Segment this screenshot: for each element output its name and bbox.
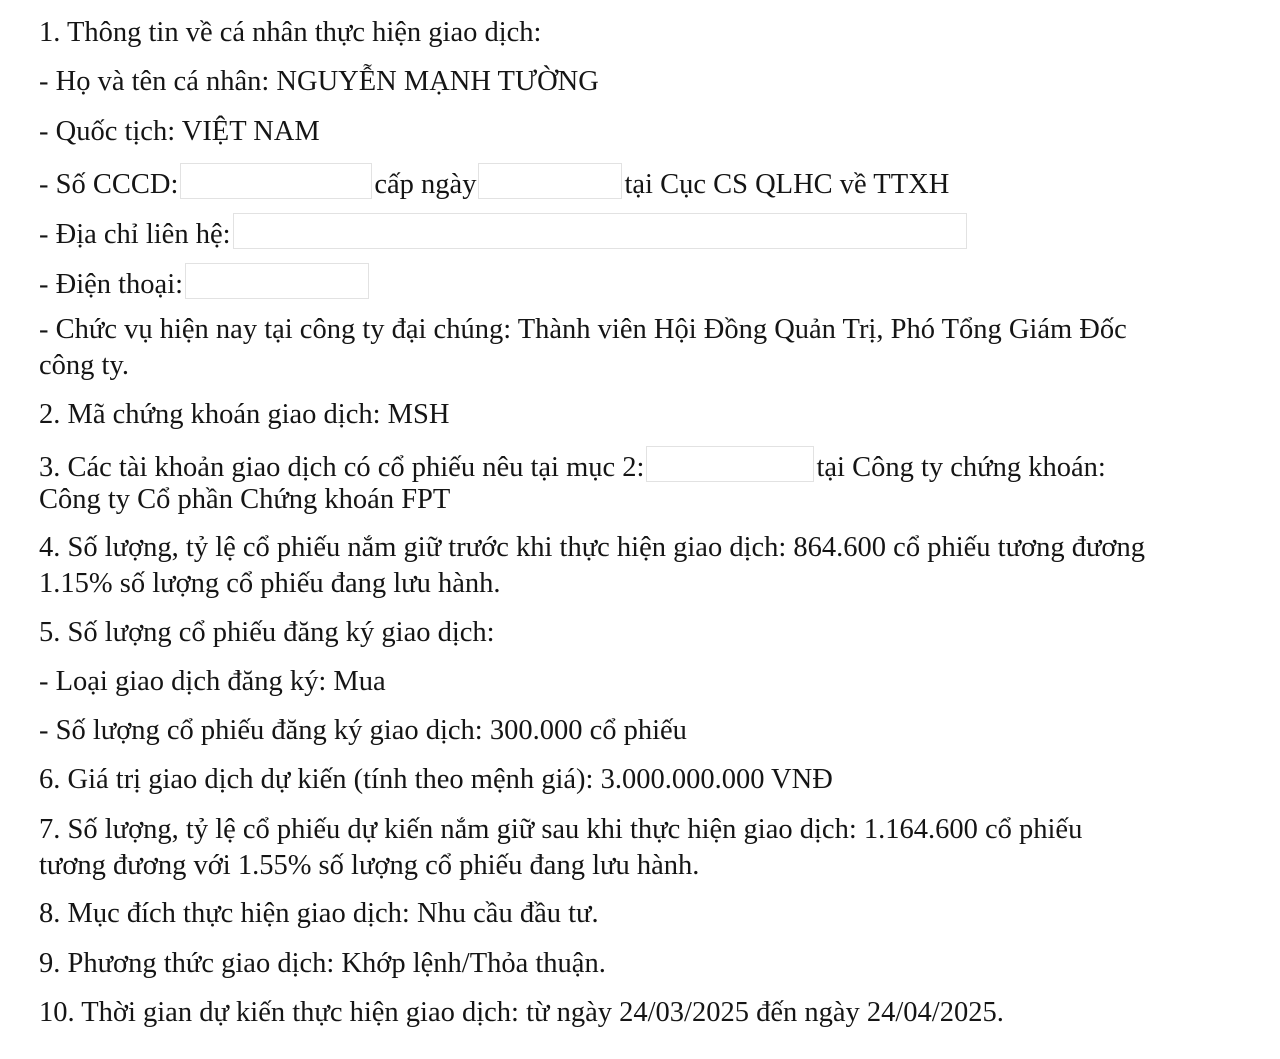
issue-date-label: cấp ngày <box>374 169 477 200</box>
section-8-purpose: 8. Mục đích thực hiện giao dịch: Nhu cầu đầu tư. <box>39 898 599 929</box>
issue-date-redacted-field <box>478 163 622 199</box>
phone-redacted-field <box>185 263 369 299</box>
address-redacted-field <box>233 213 967 249</box>
account-redacted-field <box>646 446 814 482</box>
nationality: - Quốc tịch: VIỆT NAM <box>39 116 320 147</box>
issue-place: tại Cục CS QLHC về TTXH <box>624 169 950 200</box>
id-card-redacted-field <box>180 163 372 199</box>
section-10-timeframe: 10. Thời gian dự kiến thực hiện giao dịch: từ ngày 24/03/2025 đến ngày 24/04/2025. <box>39 997 1004 1028</box>
section-3-line-2: Công ty Cổ phần Chứng khoán FPT <box>39 484 451 515</box>
id-card-line <box>39 163 949 203</box>
address-label: - Địa chỉ liên hệ: <box>39 219 231 250</box>
section-4-line-1: 4. Số lượng, tỷ lệ cổ phiếu nắm giữ trước khi thực hiện giao dịch: 864.600 cổ phiếu tương đương <box>39 532 1145 563</box>
section-7-line-1: 7. Số lượng, tỷ lệ cổ phiếu dự kiến nắm giữ sau khi thực hiện giao dịch: 1.164.600 cổ phiếu <box>39 814 1083 845</box>
address-line <box>39 213 969 253</box>
section-1-heading: 1. Thông tin về cá nhân thực hiện giao dịch: <box>39 17 542 48</box>
individual-name: - Họ và tên cá nhân: NGUYỄN MẠNH TƯỜNG <box>39 66 599 97</box>
registered-quantity: - Số lượng cổ phiếu đăng ký giao dịch: 300.000 cổ phiếu <box>39 715 687 746</box>
phone-label: - Điện thoại: <box>39 269 184 300</box>
securities-company-label: tại Công ty chứng khoán: <box>816 452 1106 483</box>
id-card-label: - Số CCCD: <box>39 169 179 200</box>
phone-line <box>39 263 371 303</box>
section-7-line-2: tương đương với 1.55% số lượng cổ phiếu đang lưu hành. <box>39 850 700 881</box>
section-5-heading: 5. Số lượng cổ phiếu đăng ký giao dịch: <box>39 617 495 648</box>
section-6-value: 6. Giá trị giao dịch dự kiến (tính theo mệnh giá): 3.000.000.000 VNĐ <box>39 764 833 795</box>
section-2-stock-code: 2. Mã chứng khoán giao dịch: MSH <box>39 399 450 430</box>
position-line-1: - Chức vụ hiện nay tại công ty đại chúng: Thành viên Hội Đồng Quản Trị, Phó Tổng Giám Đốc <box>39 314 1127 345</box>
transaction-type: - Loại giao dịch đăng ký: Mua <box>39 666 386 697</box>
accounts-label: 3. Các tài khoản giao dịch có cổ phiếu nêu tại mục 2: <box>39 452 645 483</box>
section-4-line-2: 1.15% số lượng cổ phiếu đang lưu hành. <box>39 568 501 599</box>
section-3-line-1 <box>39 446 1106 486</box>
section-9-method: 9. Phương thức giao dịch: Khớp lệnh/Thỏa thuận. <box>39 948 606 979</box>
position-line-2: công ty. <box>39 350 129 381</box>
